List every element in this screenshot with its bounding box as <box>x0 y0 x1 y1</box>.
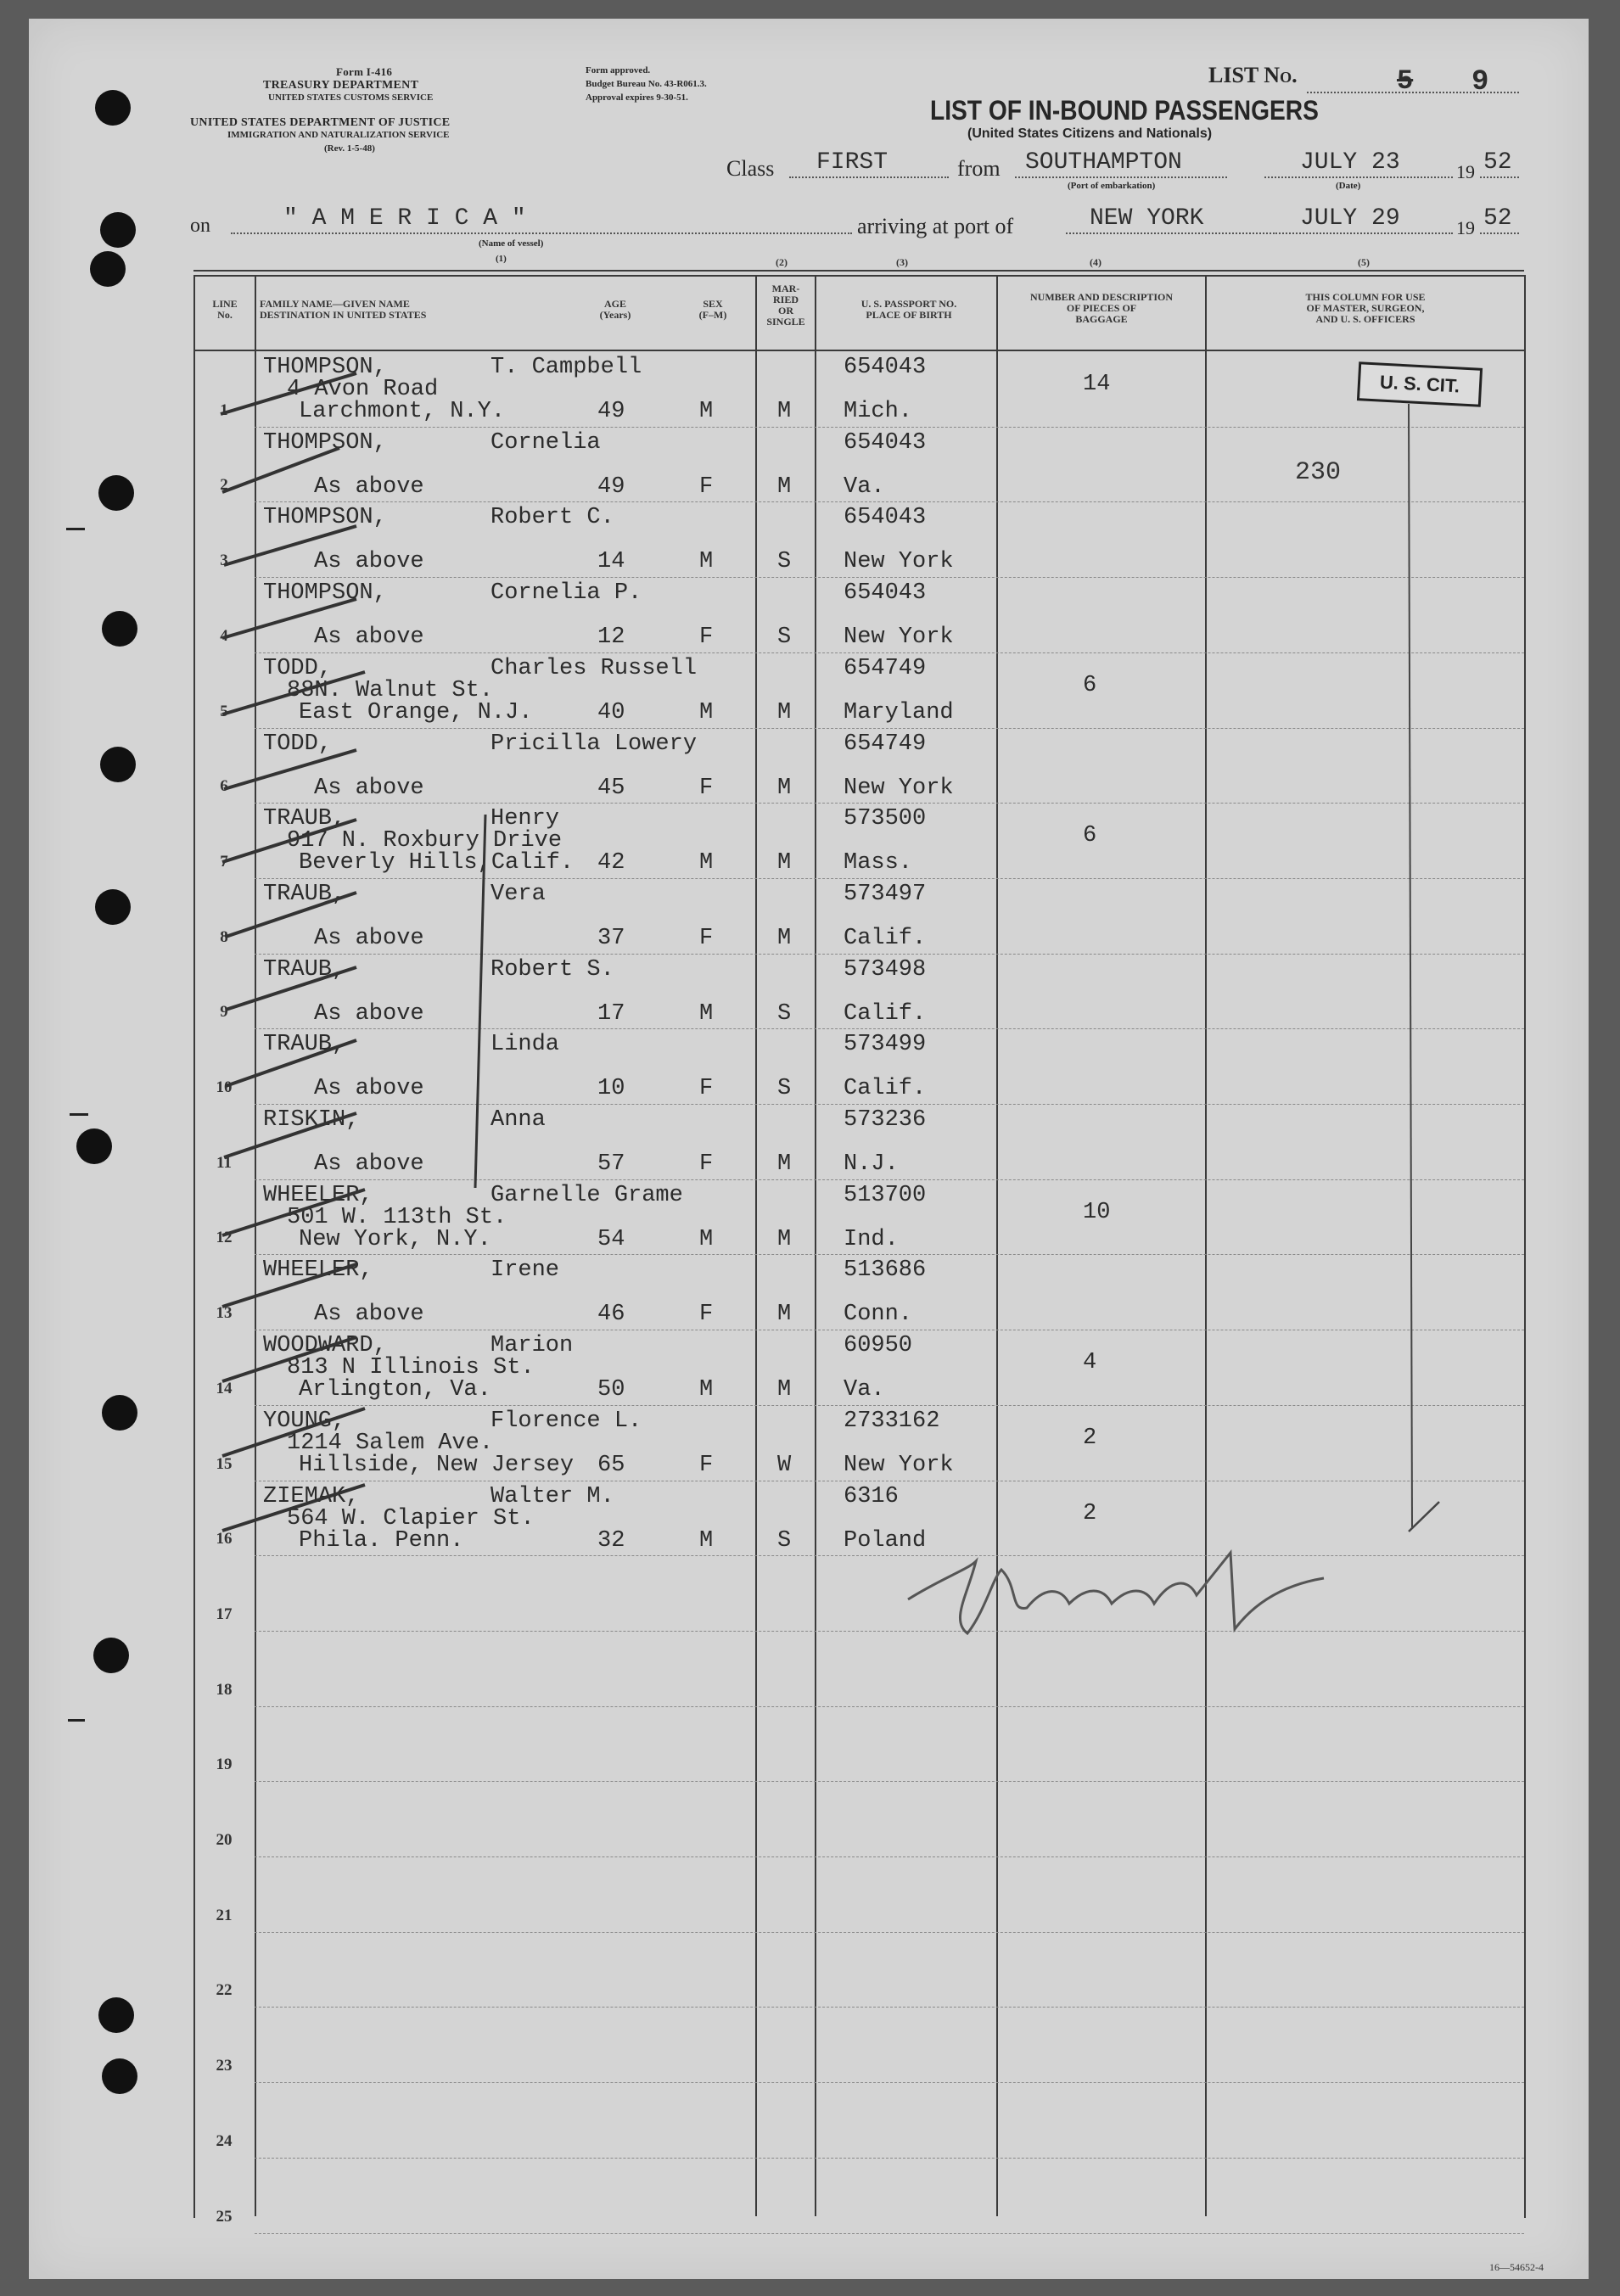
place-of-birth: Maryland <box>844 699 954 725</box>
destination: As above <box>314 1076 424 1102</box>
colnum-baggage: (4) <box>1090 256 1101 268</box>
colnum-officers: (5) <box>1358 256 1370 268</box>
line-number: 11 <box>216 1153 232 1172</box>
age: 32 <box>597 1527 625 1554</box>
departure-date: JULY 23 <box>1300 149 1400 176</box>
year-prefix: 19 <box>1456 161 1475 182</box>
place-of-birth: Mass. <box>844 850 913 876</box>
given-name: Robert S. <box>490 956 614 983</box>
age: 54 <box>597 1226 625 1252</box>
passport-number: 2733162 <box>844 1408 940 1434</box>
line-number: 2 <box>220 476 228 495</box>
marital-status: W <box>777 1452 792 1478</box>
address-line: 917 N. Roxbury Drive <box>287 828 563 854</box>
officer-note: 230 <box>1295 458 1342 487</box>
list-no-struck: 5 <box>1397 65 1414 97</box>
given-name: Charles Russell <box>490 655 698 681</box>
arrival-date: JULY 29 <box>1300 205 1400 232</box>
place-of-birth: New York <box>844 775 954 801</box>
sex: M <box>699 549 714 575</box>
vessel-caption: (Name of vessel) <box>479 238 544 249</box>
passport-number: 573498 <box>844 956 927 983</box>
age: 42 <box>597 850 625 876</box>
header-passport: U. S. PASSPORT NO. PLACE OF BIRTH <box>860 298 957 321</box>
date-caption: (Date) <box>1336 181 1361 191</box>
passport-number: 654043 <box>844 580 927 607</box>
destination: As above <box>314 1000 424 1027</box>
list-no-label: LIST No. <box>1208 63 1298 87</box>
port-embarkation-caption: (Port of embarkation) <box>1068 181 1156 191</box>
place-of-birth: Va. <box>844 1377 885 1403</box>
sex: M <box>699 1377 714 1403</box>
passport-number: 654749 <box>844 731 927 757</box>
port-of-embarkation: SOUTHAMPTON <box>1025 149 1182 176</box>
sex: F <box>699 775 714 801</box>
sex: M <box>699 850 714 876</box>
baggage-count: 6 <box>1083 672 1097 698</box>
header-sex: SEX (F–M) <box>698 298 727 321</box>
line-number: 15 <box>216 1454 233 1473</box>
marital-status: M <box>777 473 792 500</box>
passport-number: 513700 <box>844 1182 927 1208</box>
place-of-birth: Poland <box>844 1527 927 1554</box>
passport-number: 513686 <box>844 1257 927 1284</box>
line-number: 24 <box>216 2131 233 2150</box>
sex: F <box>699 473 714 500</box>
destination: As above <box>314 1151 424 1177</box>
sex: M <box>699 399 714 424</box>
marital-status: M <box>777 1377 792 1403</box>
age: 46 <box>597 1302 625 1328</box>
destination: East Orange, N.J. <box>299 699 533 725</box>
treasury-dept: TREASURY DEPARTMENT <box>263 79 419 92</box>
family-name: WHEELER, <box>263 1257 373 1284</box>
line-number: 12 <box>216 1229 233 1247</box>
given-name: Florence L. <box>490 1408 642 1434</box>
passport-number: 6316 <box>844 1483 899 1509</box>
passport-number: 654043 <box>844 429 927 456</box>
passport-number: 573236 <box>844 1107 927 1133</box>
on-label: on <box>190 215 210 237</box>
address-line: 501 W. 113th St. <box>287 1204 507 1230</box>
arriving-label: arriving at port of <box>857 214 1014 238</box>
destination: New York, N.Y. <box>299 1226 491 1252</box>
passport-number: 60950 <box>844 1333 913 1359</box>
line-number: 18 <box>216 1680 233 1699</box>
family-name: THOMPSON, <box>263 505 387 531</box>
place-of-birth: New York <box>844 549 954 575</box>
marital-status: M <box>777 850 792 876</box>
destination: Phila. Penn. <box>299 1527 464 1554</box>
given-name: Marion <box>490 1333 574 1359</box>
header-married: MAR- RIED OR SINGLE <box>766 283 805 328</box>
address-line: 564 W. Clapier St. <box>287 1505 535 1532</box>
destination: As above <box>314 775 424 801</box>
given-name: Walter M. <box>490 1483 614 1509</box>
age: 50 <box>597 1377 625 1403</box>
destination: As above <box>314 549 424 575</box>
header-name: FAMILY NAME—GIVEN NAME DESTINATION IN UNITED STATES <box>260 298 427 321</box>
arrival-port: NEW YORK <box>1090 205 1204 232</box>
baggage-count: 2 <box>1083 1425 1097 1451</box>
family-name: THOMPSON, <box>263 580 387 607</box>
line-number: 23 <box>216 2057 233 2075</box>
given-name: Robert C. <box>490 505 614 531</box>
baggage-count: 14 <box>1083 372 1111 397</box>
baggage-count: 10 <box>1083 1199 1111 1225</box>
vessel-name: " A M E R I C A " <box>283 205 526 232</box>
place-of-birth: Calif. <box>844 925 927 951</box>
line-number: 21 <box>216 1906 233 1924</box>
age: 40 <box>597 699 625 725</box>
class-label: Class <box>726 156 775 181</box>
baggage-count: 4 <box>1083 1350 1097 1376</box>
given-name: Cornelia P. <box>490 580 642 607</box>
family-name: TRAUB, <box>263 956 346 983</box>
marital-status: M <box>777 699 792 725</box>
place-of-birth: New York <box>844 624 954 651</box>
line-number: 3 <box>220 552 228 570</box>
approval-line-1: Form approved. <box>586 65 651 76</box>
sex: F <box>699 1302 714 1328</box>
document-subtitle: (United States Citizens and Nationals) <box>967 126 1213 141</box>
family-name: THOMPSON, <box>263 355 387 380</box>
family-name: ZIEMAK, <box>263 1483 360 1509</box>
line-number: 14 <box>216 1379 233 1397</box>
header-officers: THIS COLUMN FOR USE OF MASTER, SURGEON, AND U. S. OFFICERS <box>1305 291 1426 325</box>
destination: As above <box>314 624 424 651</box>
marital-status: S <box>777 1000 792 1027</box>
line-number: 4 <box>220 626 228 645</box>
given-name: Garnelle Grame <box>490 1182 683 1208</box>
place-of-birth: Ind. <box>844 1226 899 1252</box>
sex: F <box>699 1076 714 1102</box>
passport-number: 654043 <box>844 355 927 380</box>
class-value: FIRST <box>816 149 888 176</box>
place-of-birth: Calif. <box>844 1076 927 1102</box>
destination: Beverly Hills,Calif. <box>299 850 575 876</box>
line-number: 16 <box>216 1530 233 1548</box>
destination: Hillside, New Jersey <box>299 1452 575 1478</box>
marital-status: M <box>777 1302 792 1328</box>
approval-line-3: Approval expires 9-30-51. <box>586 92 688 103</box>
given-name: Henry <box>490 806 560 832</box>
approval-line-2: Budget Bureau No. 43-R061.3. <box>586 79 707 89</box>
marital-status: M <box>777 399 792 424</box>
family-name: TRAUB, <box>263 806 346 832</box>
family-name: TRAUB, <box>263 881 346 907</box>
sex: F <box>699 925 714 951</box>
marital-status: S <box>777 1527 792 1554</box>
line-number: 10 <box>216 1078 233 1096</box>
age: 14 <box>597 549 625 575</box>
place-of-birth: New York <box>844 1452 954 1478</box>
destination: As above <box>314 925 424 951</box>
form-number: Form I-416 <box>336 65 393 78</box>
marital-status: M <box>777 1226 792 1252</box>
passport-number: 654749 <box>844 655 927 681</box>
list-no-value: 9 <box>1471 66 1489 98</box>
place-of-birth: Mich. <box>844 399 913 424</box>
address-line: 4 Avon Road <box>287 377 439 402</box>
place-of-birth: N.J. <box>844 1151 899 1177</box>
sex: F <box>699 1151 714 1177</box>
address-line: 813 N Illinois St. <box>287 1355 535 1381</box>
sex: M <box>699 1527 714 1554</box>
marital-status: S <box>777 1076 792 1102</box>
destination: Larchmont, N.Y. <box>299 399 506 424</box>
family-name: WOODWARD, <box>263 1333 387 1359</box>
us-citizen-stamp: U. S. CIT. <box>1357 361 1483 407</box>
age: 57 <box>597 1151 625 1177</box>
age: 49 <box>597 473 625 500</box>
line-number: 8 <box>220 927 228 946</box>
passport-number: 573497 <box>844 881 927 907</box>
given-name: Anna <box>490 1107 546 1133</box>
sex: M <box>699 1226 714 1252</box>
passport-number: 654043 <box>844 505 927 531</box>
age: 37 <box>597 925 625 951</box>
line-number: 25 <box>216 2207 233 2226</box>
form-footer-code: 16—54652-4 <box>1489 2261 1544 2273</box>
sex: F <box>699 1452 714 1478</box>
header-age: AGE (Years) <box>599 298 631 321</box>
form-revision: (Rev. 1-5-48) <box>324 143 375 154</box>
marital-status: M <box>777 1151 792 1177</box>
justice-dept: UNITED STATES DEPARTMENT OF JUSTICE <box>190 116 451 129</box>
marital-status: M <box>777 775 792 801</box>
family-name: TODD, <box>263 731 333 757</box>
departure-year: 52 <box>1483 149 1512 176</box>
line-number: 1 <box>220 400 228 419</box>
baggage-count: 2 <box>1083 1500 1097 1526</box>
baggage-count: 6 <box>1083 823 1097 849</box>
line-number: 9 <box>220 1003 228 1022</box>
passport-number: 573499 <box>844 1032 927 1058</box>
line-number: 13 <box>216 1304 233 1323</box>
given-name: Vera <box>490 881 546 907</box>
given-name: Linda <box>490 1032 560 1058</box>
destination: As above <box>314 1302 424 1328</box>
document-title: LIST OF IN-BOUND PASSENGERS <box>930 95 1319 126</box>
given-name: Pricilla Lowery <box>490 731 698 757</box>
age: 49 <box>597 399 625 424</box>
age: 12 <box>597 624 625 651</box>
place-of-birth: Calif. <box>844 1000 927 1027</box>
age: 17 <box>597 1000 625 1027</box>
marital-status: S <box>777 549 792 575</box>
marital-status: M <box>777 925 792 951</box>
sex: M <box>699 1000 714 1027</box>
family-name: TODD, <box>263 655 333 681</box>
age: 65 <box>597 1452 625 1478</box>
given-name: T. Campbell <box>490 355 642 380</box>
age: 45 <box>597 775 625 801</box>
family-name: THOMPSON, <box>263 429 387 456</box>
passport-number: 573500 <box>844 806 927 832</box>
address-line: 1214 Salem Ave. <box>287 1430 494 1456</box>
sex: F <box>699 624 714 651</box>
colnum-married: (2) <box>776 256 788 268</box>
destination: As above <box>314 473 424 500</box>
arrival-year: 52 <box>1483 205 1512 232</box>
address-line: 88N. Walnut St. <box>287 677 494 703</box>
vessel-caption-number: (1) <box>496 254 507 264</box>
line-number: 22 <box>216 1981 233 2000</box>
age: 10 <box>597 1076 625 1102</box>
immigration-service: IMMIGRATION AND NATURALIZATION SERVICE <box>227 130 450 140</box>
destination: Arlington, Va. <box>299 1377 491 1403</box>
line-number: 19 <box>216 1756 233 1774</box>
place-of-birth: Va. <box>844 473 885 500</box>
sex: M <box>699 699 714 725</box>
line-number: 5 <box>220 702 228 720</box>
given-name: Irene <box>490 1257 560 1284</box>
family-name: YOUNG, <box>263 1408 346 1434</box>
year-prefix-arrival: 19 <box>1456 217 1475 238</box>
colnum-passport: (3) <box>896 256 908 268</box>
header-baggage: NUMBER AND DESCRIPTION OF PIECES OF BAGGAGE <box>1029 291 1174 325</box>
line-number: 6 <box>220 777 228 796</box>
marital-status: S <box>777 624 792 651</box>
header-line-no: LINE No. <box>212 298 238 321</box>
given-name: Cornelia <box>490 429 601 456</box>
family-name: TRAUB, <box>263 1032 346 1058</box>
line-number: 20 <box>216 1831 233 1849</box>
family-name: RISKIN, <box>263 1107 360 1133</box>
line-number: 7 <box>220 852 228 871</box>
from-label: from <box>957 156 1001 181</box>
customs-service: UNITED STATES CUSTOMS SERVICE <box>268 92 434 103</box>
place-of-birth: Conn. <box>844 1302 913 1328</box>
family-name: WHEELER, <box>263 1182 373 1208</box>
line-number: 17 <box>216 1604 233 1623</box>
